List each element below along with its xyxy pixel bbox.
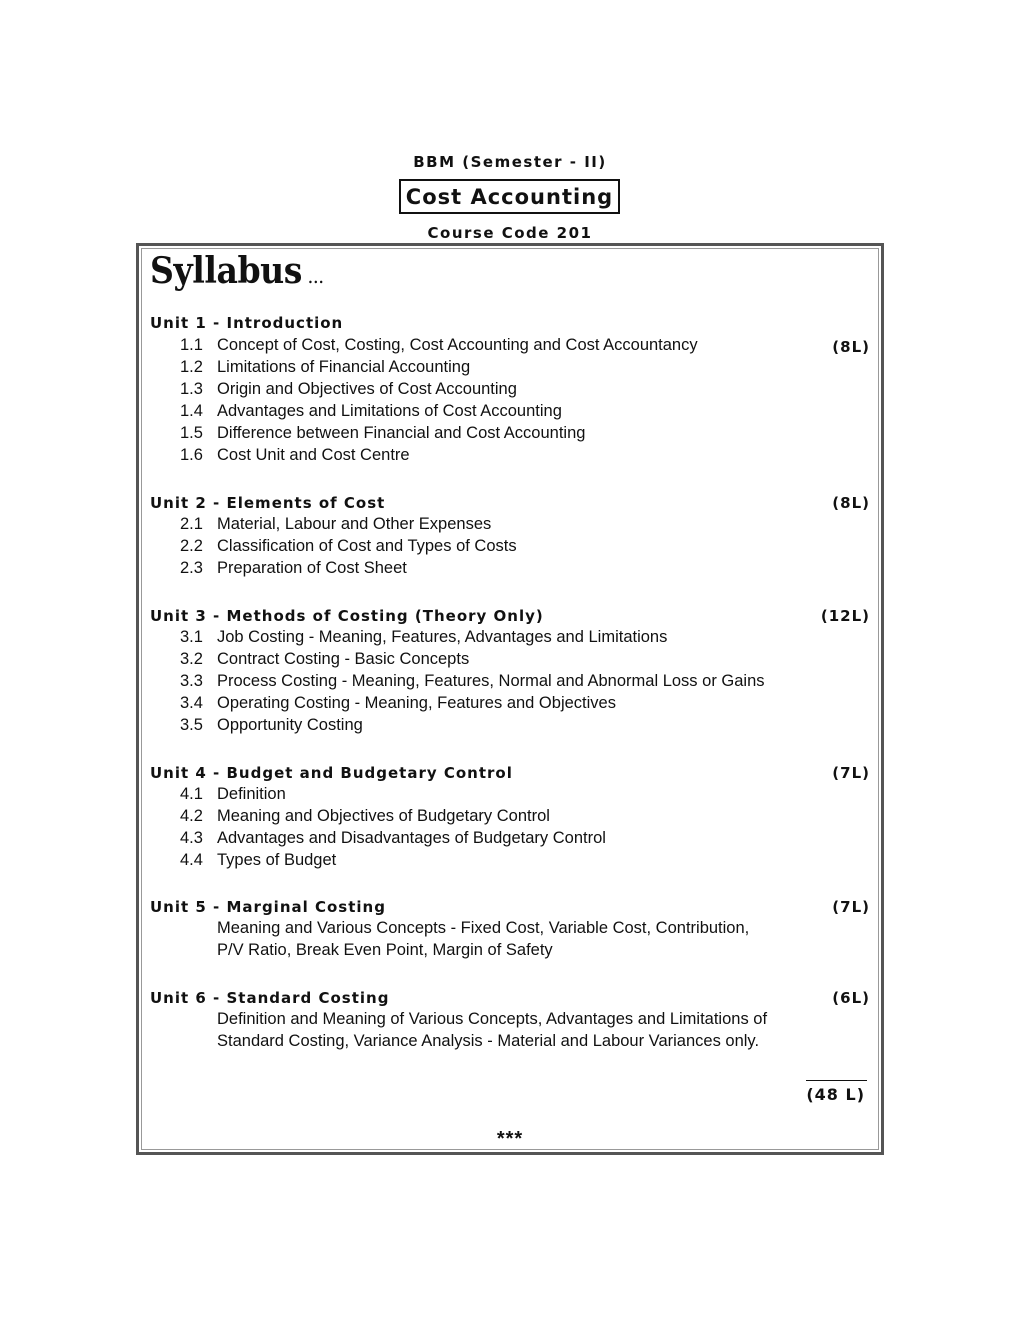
item-number: 1.5 bbox=[180, 424, 203, 442]
item-number: 1.4 bbox=[180, 402, 203, 420]
unit-5-line-2: P/V Ratio, Break Even Point, Margin of Safety bbox=[217, 941, 553, 959]
list-item bbox=[180, 851, 336, 870]
item-number: 1.3 bbox=[180, 380, 203, 398]
syllabus-title-text: Syllabus bbox=[150, 250, 303, 292]
item-text: Definition bbox=[217, 785, 286, 803]
item-text: Advantages and Disadvantages of Budgetary Control bbox=[217, 829, 606, 847]
unit-1-heading: Unit 1 - Introduction bbox=[150, 314, 344, 332]
item-number: 3.4 bbox=[180, 694, 203, 712]
total-hours: (48 L) bbox=[806, 1085, 865, 1104]
total-rule bbox=[806, 1080, 867, 1081]
list-item bbox=[180, 336, 698, 355]
item-text: Meaning and Objectives of Budgetary Control bbox=[217, 807, 550, 825]
item-text: Contract Costing - Basic Concepts bbox=[217, 650, 470, 668]
unit-3-hours: (12L) bbox=[820, 607, 870, 625]
item-text: Concept of Cost, Costing, Cost Accounting and Cost Accountancy bbox=[217, 336, 698, 354]
unit-2-heading: Unit 2 - Elements of Cost bbox=[150, 494, 386, 512]
item-number: 2.3 bbox=[180, 559, 203, 577]
item-text: Classification of Cost and Types of Costs bbox=[217, 537, 517, 555]
unit-4-heading: Unit 4 - Budget and Budgetary Control bbox=[150, 764, 513, 782]
item-number: 2.2 bbox=[180, 537, 203, 555]
item-number: 3.1 bbox=[180, 628, 203, 646]
list-item bbox=[180, 650, 469, 669]
item-number: 1.1 bbox=[180, 336, 203, 354]
list-item bbox=[180, 358, 470, 377]
unit-6-line-1: Definition and Meaning of Various Concepts, Advantages and Limitations of bbox=[217, 1010, 768, 1028]
item-number: 4.4 bbox=[180, 851, 203, 869]
item-text: Advantages and Limitations of Cost Accounting bbox=[217, 402, 562, 420]
item-text: Cost Unit and Cost Centre bbox=[217, 446, 410, 464]
item-text: Origin and Objectives of Cost Accounting bbox=[217, 380, 517, 398]
unit-5-heading: Unit 5 - Marginal Costing bbox=[150, 898, 386, 916]
list-item bbox=[180, 829, 606, 848]
item-number: 1.2 bbox=[180, 358, 203, 376]
end-mark: *** bbox=[496, 1128, 524, 1150]
list-item bbox=[180, 694, 616, 713]
list-item bbox=[180, 559, 407, 578]
semester-heading: BBM (Semester - II) bbox=[413, 153, 607, 171]
list-item bbox=[180, 380, 517, 399]
item-text: Material, Labour and Other Expenses bbox=[217, 515, 492, 533]
item-text: Preparation of Cost Sheet bbox=[217, 559, 407, 577]
item-number: 3.5 bbox=[180, 716, 203, 734]
list-item bbox=[180, 628, 667, 647]
item-text: Opportunity Costing bbox=[217, 716, 363, 734]
list-item bbox=[180, 402, 562, 421]
list-item bbox=[180, 515, 491, 534]
item-text: Types of Budget bbox=[217, 851, 337, 869]
unit-6-hours: (6L) bbox=[832, 989, 870, 1007]
list-item bbox=[180, 446, 410, 465]
item-number: 4.2 bbox=[180, 807, 203, 825]
item-text: Process Costing - Meaning, Features, Normal and Abnormal Loss or Gains bbox=[217, 672, 765, 690]
unit-6-heading: Unit 6 - Standard Costing bbox=[150, 989, 390, 1007]
list-item bbox=[180, 672, 765, 691]
unit-5-line-1: Meaning and Various Concepts - Fixed Cost, Variable Cost, Contribution, bbox=[217, 919, 750, 937]
list-item bbox=[180, 424, 585, 443]
unit-2-hours: (8L) bbox=[832, 494, 870, 512]
item-number: 3.3 bbox=[180, 672, 203, 690]
item-text: Limitations of Financial Accounting bbox=[217, 358, 471, 376]
unit-3-heading: Unit 3 - Methods of Costing (Theory Only) bbox=[150, 607, 544, 625]
list-item bbox=[180, 716, 363, 735]
item-number: 4.3 bbox=[180, 829, 203, 847]
syllabus-title-dots: ... bbox=[307, 264, 324, 288]
item-number: 3.2 bbox=[180, 650, 203, 668]
list-item bbox=[180, 785, 286, 804]
unit-4-hours: (7L) bbox=[832, 764, 870, 782]
item-text: Job Costing - Meaning, Features, Advantages and Limitations bbox=[217, 628, 668, 646]
item-number: 2.1 bbox=[180, 515, 203, 533]
item-number: 4.1 bbox=[180, 785, 203, 803]
unit-1-hours: (8L) bbox=[832, 338, 870, 356]
course-title-box: Cost Accounting bbox=[399, 179, 620, 214]
unit-5-hours: (7L) bbox=[832, 898, 870, 916]
list-item bbox=[180, 537, 517, 556]
list-item bbox=[180, 807, 550, 826]
item-number: 1.6 bbox=[180, 446, 203, 464]
syllabus-title bbox=[150, 250, 324, 292]
unit-6-line-2: Standard Costing, Variance Analysis - Material and Labour Variances only. bbox=[217, 1032, 760, 1050]
item-text: Operating Costing - Meaning, Features and Objectives bbox=[217, 694, 616, 712]
item-text: Difference between Financial and Cost Accounting bbox=[217, 424, 586, 442]
course-code: Course Code 201 bbox=[427, 224, 593, 242]
